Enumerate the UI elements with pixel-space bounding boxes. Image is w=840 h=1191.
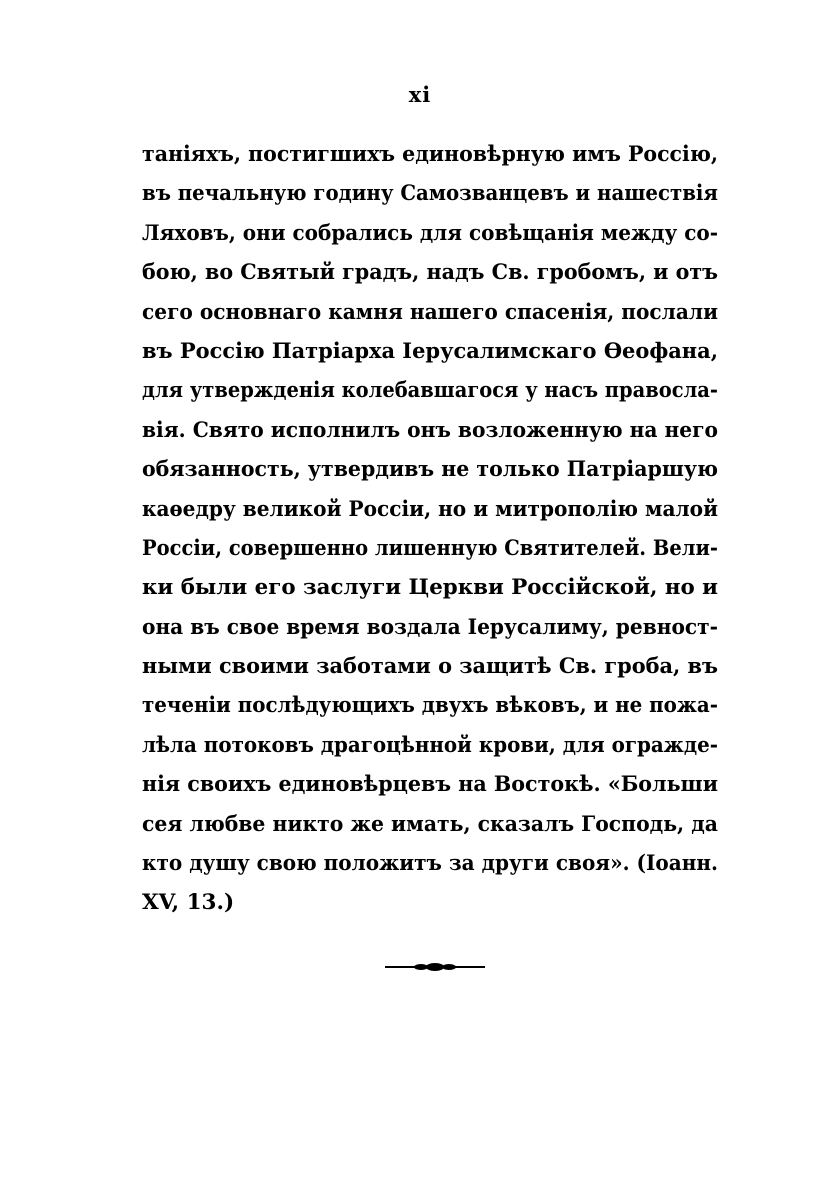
body-text [142,135,718,923]
text-line: вія. Свято исполнилъ онъ возложенную на него [142,417,718,443]
text-line: сея любве никто же имать, сказалъ Господь, да [142,811,718,837]
text-line: кто душу свою положитъ за други своя». (Іоанн. [142,851,718,877]
text-line: она въ свое время воздала Іерусалиму, ревност- [142,614,718,640]
text-line: каѳедру великой Россіи, но и митрополію малой [142,496,718,522]
decorative-rule-icon [385,960,485,974]
text-line: ными своими заботами о защитѣ Св. гроба, въ [142,654,718,680]
text-line: для утвержденія колебавшагося у насъ правосла- [142,378,718,404]
text-line: нія своихъ единовѣрцевъ на Востокѣ. «Больши [142,772,718,798]
text-line: бою, во Святый градъ, надъ Св. гробомъ, и отъ [142,260,718,286]
text-line: въ Россію Патріарха Іерусалимскаго Ѳеофана, [142,338,718,364]
text-line: XV, 13.) [142,890,235,916]
text-line: лѣла потоковъ драгоцѣнной крови, для огражде- [142,732,718,758]
text-line: сего основнаго камня нашего спасенія, послали [142,299,718,325]
text-line: ки были его заслуги Церкви Россійской, но и [142,575,718,601]
page-number: xi [408,82,432,107]
text-line: Ляховъ, они собрались для совѣщанія между со- [142,220,718,246]
text-line: теченіи послѣдующихъ двухъ вѣковъ, и не пожа- [142,693,718,719]
text-line: въ печальную годину Самозванцевъ и нашествія [142,181,718,207]
text-line: таніяхъ, постигшихъ единовѣрную имъ Россію, [142,142,718,167]
text-line: обязанность, утвердивъ не только Патріаршую [142,457,718,483]
text-line: Россіи, совершенно лишенную Святителей. Вели- [142,535,718,561]
